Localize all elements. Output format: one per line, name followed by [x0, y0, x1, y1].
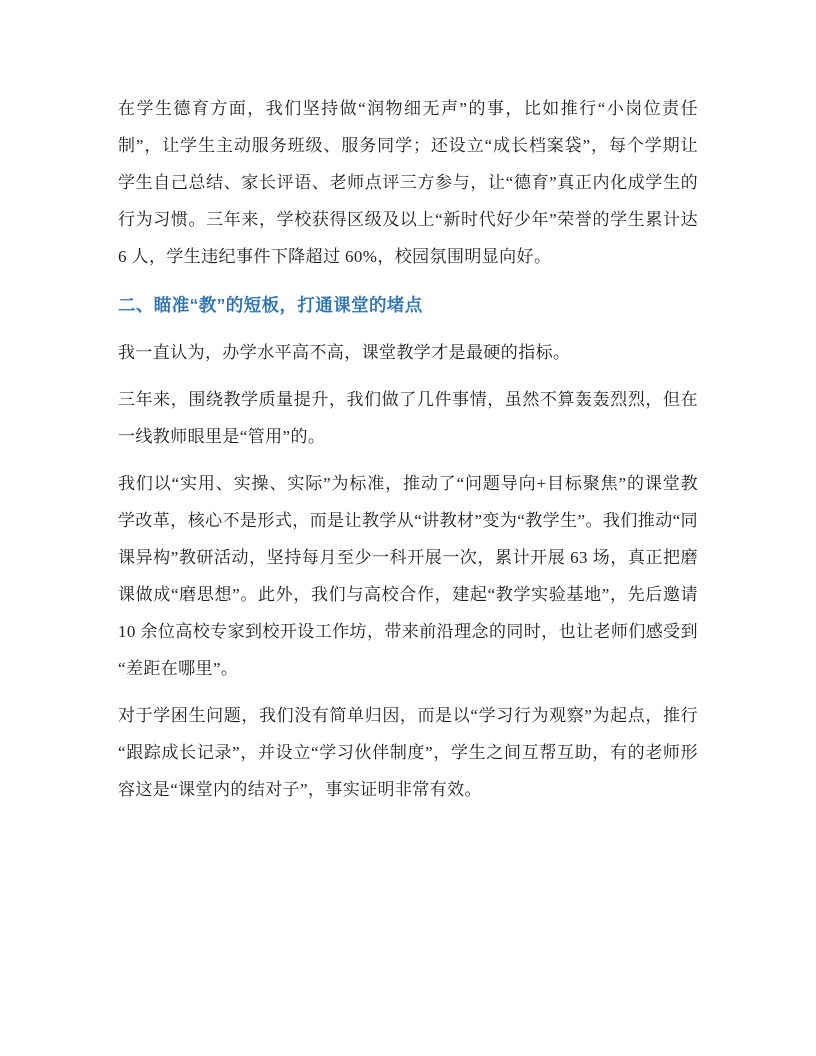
paragraph-three-years-quality: 三年来，围绕教学质量提升，我们做了几件事情，虽然不算轰轰烈烈，但在一线教师眼里是“管用”的。: [118, 390, 698, 446]
paragraph-classroom-teaching-belief: 我一直认为，办学水平高不高，课堂教学才是最硬的指标。: [118, 343, 571, 362]
paragraph-struggling-students: 对于学困生问题，我们没有简单归因，而是以“学习行为观察”为起点，推行“跟踪成长记录”，并设立“学习伙伴制度”，学生之间互帮互助，有的老师形容这是“课堂内的结对子”，事实证明非常有效。: [118, 706, 698, 799]
section-heading-teaching-shortboard: 二、瞄准“教”的短板，打通课堂的堵点: [118, 295, 423, 315]
paragraph-teaching-reform: 我们以“实用、实操、实际”为标准，推动了“问题导向+目标聚焦”的课堂教学改革，核心不是形式，而是让教学从“讲教材”变为“教学生”。我们推动“同课异构”教研活动，坚持每月至少一科开展一次，累计开展 63 场，真正把磨课做成“磨思想”。此外，我们与高校合作，建起“教学实验基地”，先后邀请 10 余位高校专家到校开设工作坊，带来前沿理念的同时，也让老师们感受到“差距在哪里”。: [118, 474, 698, 678]
paragraph-moral-education: 在学生德育方面，我们坚持做“润物细无声”的事，比如推行“小岗位责任制”，让学生主动服务班级、服务同学；还设立“成长档案袋”，每个学期让学生自己总结、家长评语、老师点评三方参与，让“德育”真正内化成学生的行为习惯。三年来，学校获得区级及以上“新时代好少年”荣誉的学生累计达 6 人，学生违纪事件下降超过 60%，校园氛围明显向好。: [118, 99, 698, 266]
